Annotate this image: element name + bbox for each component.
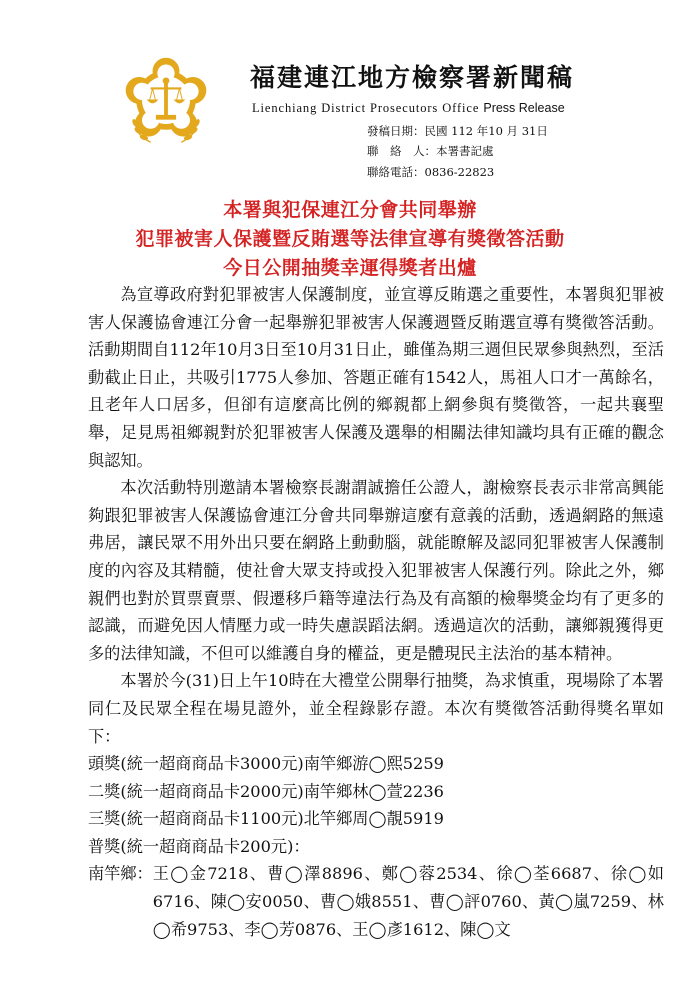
nangan-label: 南竿鄉：	[88, 864, 153, 884]
nangan-winner-names: 王◯金7218、曹◯澤8896、鄭◯蓉2534、徐◯荃6687、徐◯如6716、陳◯安0050、曹◯娥8551、曹◯評0760、黃◯嵐7259、林◯希9753、李◯芳0876、王◯彥1612、陳◯文	[152, 864, 664, 939]
contact-phone: 聯絡電話：0836-22823	[367, 165, 495, 179]
paragraph-2: 本次活動特別邀請本署檢察長謝謂誠擔任公證人，謝檢察長表示非常高興能夠跟犯罪被害人保護協會連江分會共同舉辦這麼有意義的活動，透過網路的無遠弗居，讓民眾不用外出只要在網路上動動腦，就能瞭解及認同犯罪被害人保護制度的內容及其精髓，使社會大眾支持或投入犯罪被害人保護行列。除此之外，鄉親們也對於買票賣票、假遷移戶籍等違法行為及有高額的檢舉獎金均有了更多的認識，而避免因人情壓力或一時失慮誤蹈法網。透過這次的活動，讓鄉親獲得更多的法律知識，不但可以維護自身的權益，更是體現民主法治的基本精神。	[88, 478, 664, 663]
headline-line-1: 本署與犯保連江分會共同舉辦	[223, 199, 477, 221]
press-release-title: 福建連江地方檢察署新聞稿	[250, 63, 575, 92]
press-release-label: Press Release	[483, 101, 565, 115]
article-body	[88, 281, 664, 943]
headline-line-3: 今日公開抽獎幸運得獎者出爐	[223, 257, 477, 279]
first-prize: 頭獎(統一超商商品卡3000元)南竿鄉游◯熙5259	[88, 754, 444, 774]
contact-person: 聯 絡 人：本署書記處	[367, 144, 494, 158]
paragraph-1: 為宣導政府對犯罪被害人保護制度，並宣導反賄選之重要性，本署與犯罪被害人保護協會連江分會一起舉辦犯罪被害人保護週暨反賄選宣導有獎徵答活動。活動期間自112年10月3日至10月31日止，雖僅為期三週但民眾參與熱烈，至活動截止日止，共吸引1775人參加、答題正確有1542人，馬祖人口才一萬餘名，且老年人口居多，但卻有這麼高比例的鄉親都上網參與有獎徵答，一起共襄聖舉，足見馬祖鄉親對於犯罪被害人保護及選舉的相關法律知識均具有正確的觀念與認知。	[88, 285, 664, 470]
paragraph-3: 本署於今(31)日上午10時在大禮堂公開舉行抽獎，為求慎重，現場除了本署同仁及民眾全程在場見證外，並全程錄影存證。本次有獎徵答活動得獎名單如下：	[88, 671, 664, 746]
prosecutors-office-logo	[118, 52, 214, 148]
second-prize: 二獎(統一超商商品卡2000元)南竿鄉林◯萱2236	[88, 781, 444, 801]
english-office-text: Lienchiang District Prosecutors Office	[252, 101, 480, 115]
third-prize: 三獎(統一超商商品卡1100元)北竿鄉周◯靚5919	[88, 809, 444, 829]
english-office-name	[252, 101, 565, 116]
general-prize: 普獎(統一超商商品卡200元)：	[88, 836, 310, 856]
release-date: 發稿日期：民國 112 年10 月 31日	[367, 124, 548, 138]
headline-line-2: 犯罪被害人保護暨反賄選等法律宣導有獎徵答活動	[135, 228, 565, 250]
nangan-winners	[88, 860, 664, 943]
